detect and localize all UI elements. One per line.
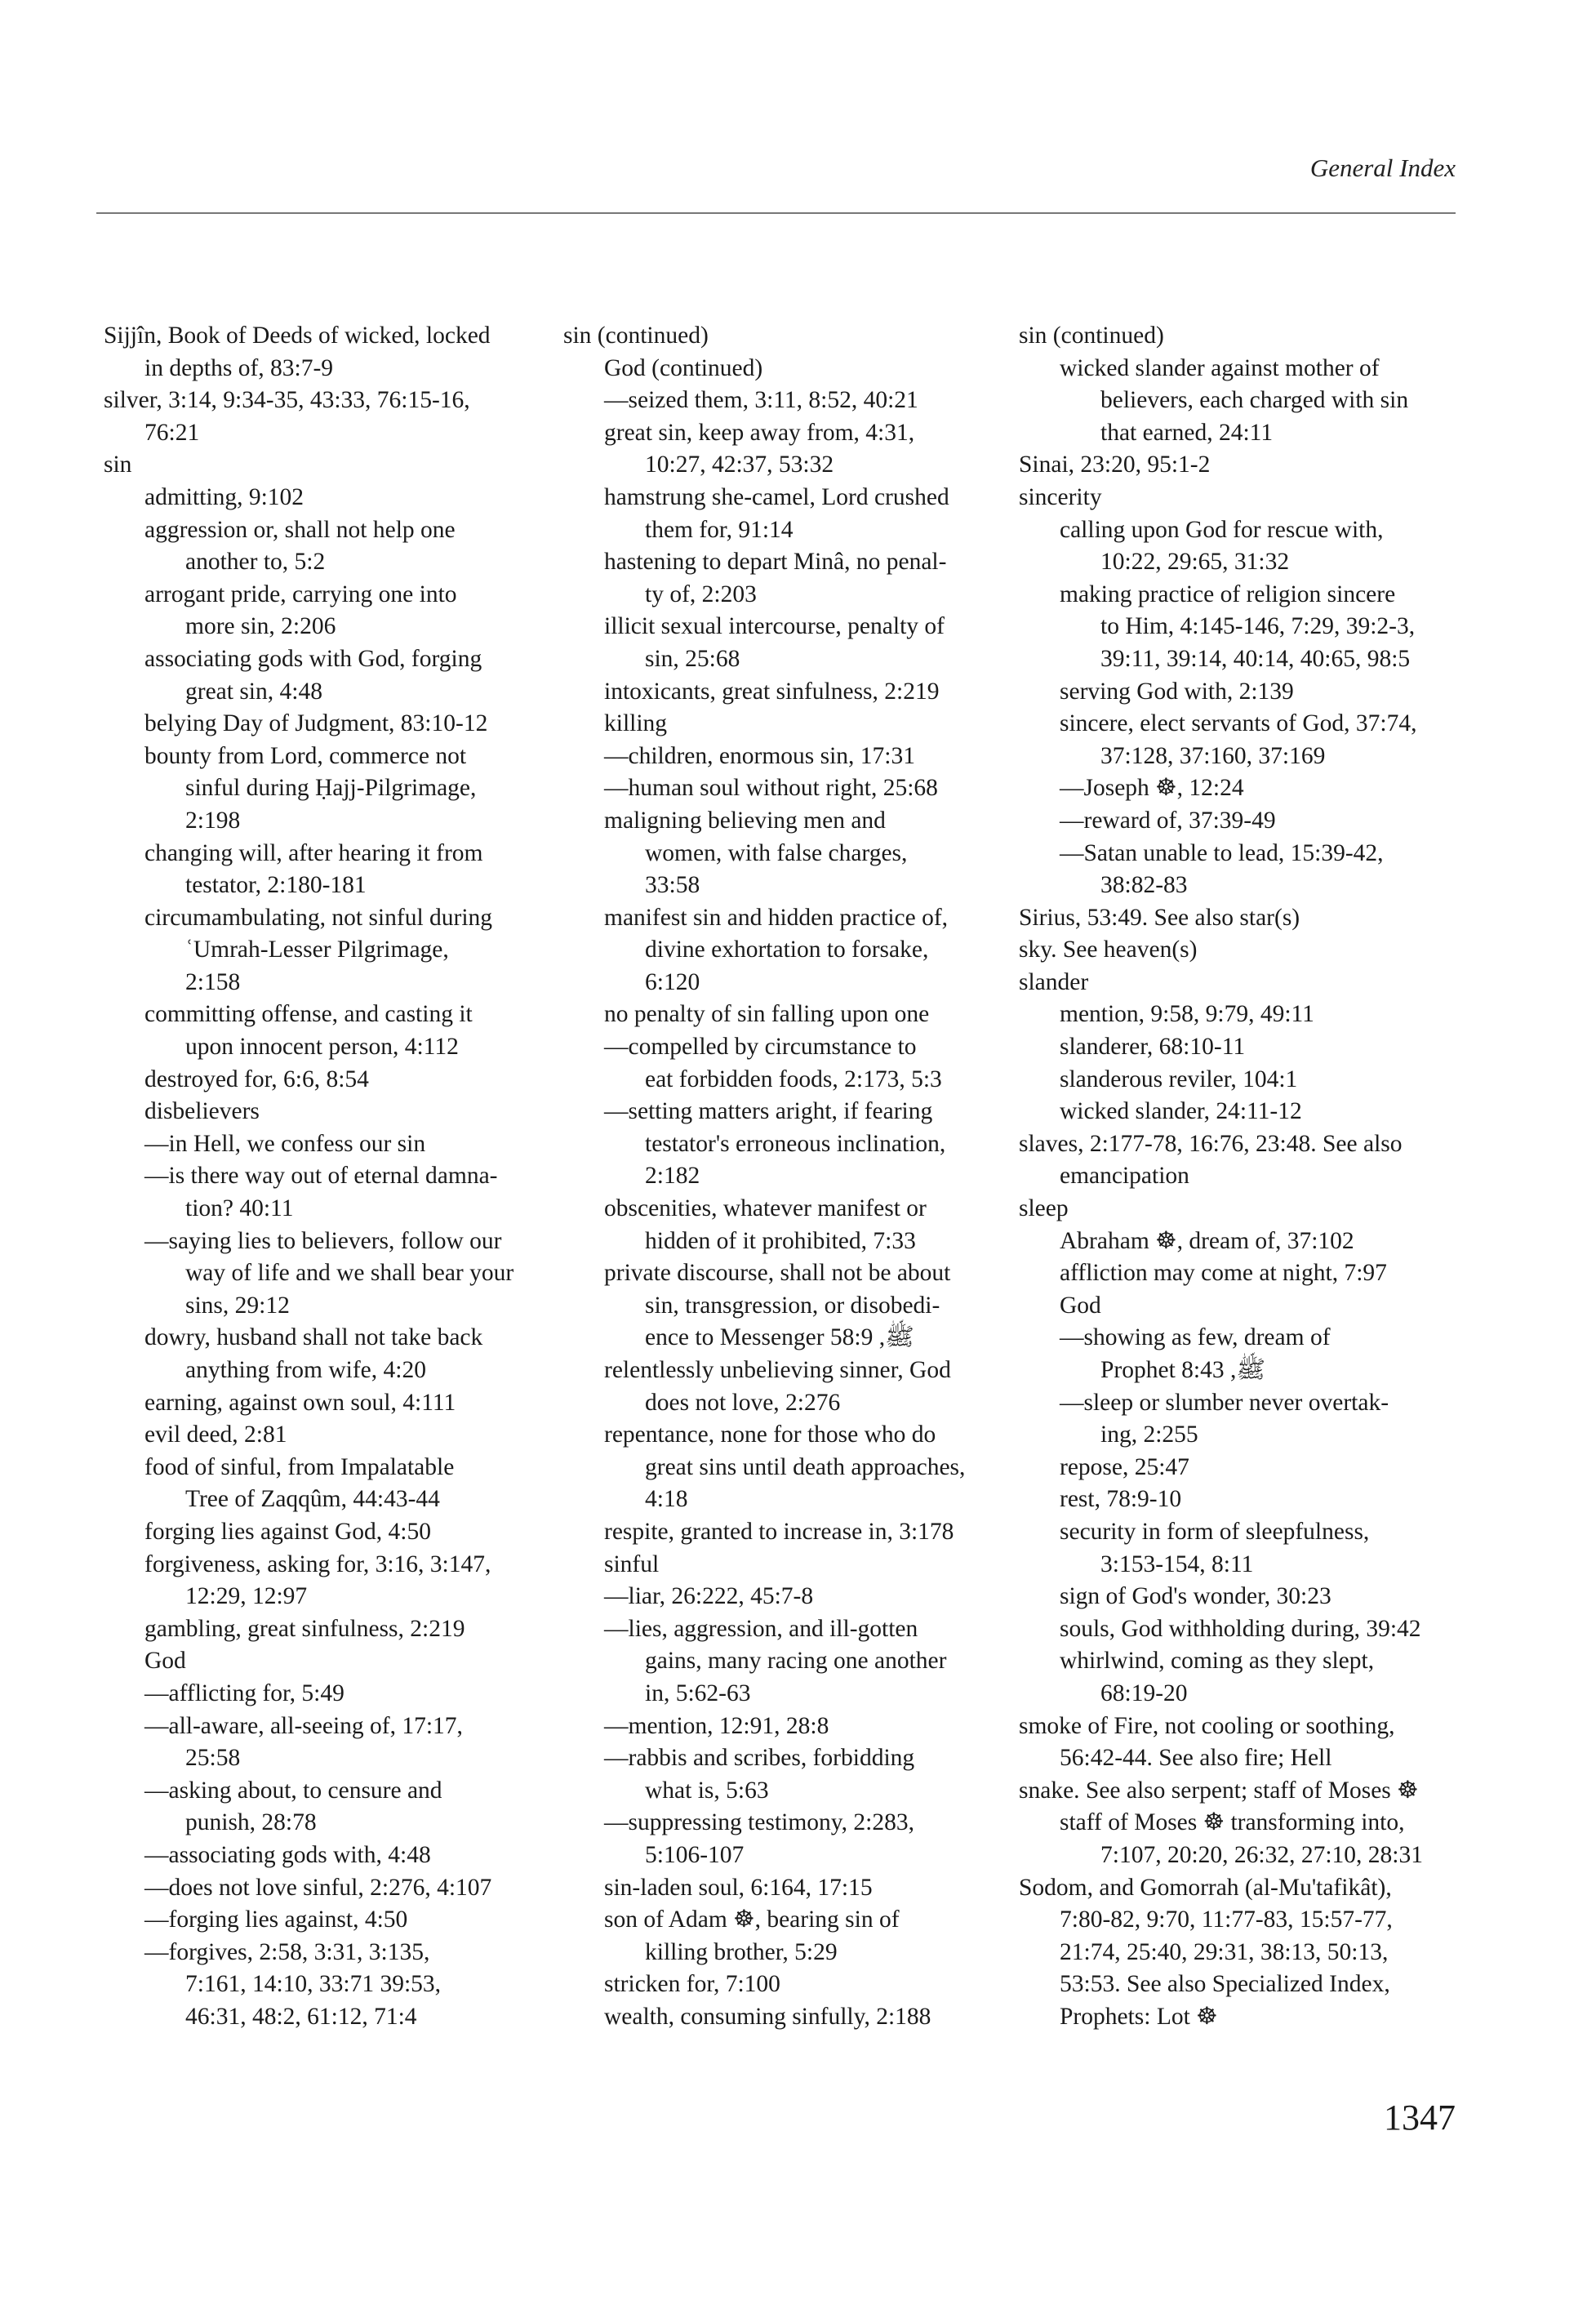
index-entry-line: staff of Moses ☸ transforming into, [1060, 1809, 1405, 1836]
index-entry-line: —all-aware, all-seeing of, 17:17, [144, 1712, 463, 1739]
index-entry-line: Sirius, 53:49. See also star(s) [1019, 904, 1300, 931]
index-entry-line: —reward of, 37:39-49 [1060, 807, 1276, 834]
index-entry-line: 3:153-154, 8:11 [1100, 1550, 1254, 1577]
index-entry-line: illicit sexual intercourse, penalty of [604, 613, 945, 640]
index-entry-line: belying Day of Judgment, 83:10-12 [144, 710, 488, 737]
index-entry-line: God [1060, 1292, 1101, 1319]
index-entry-line: committing offense, and casting it [144, 1001, 473, 1028]
index-entry-line: —asking about, to censure and [144, 1777, 442, 1804]
index-entry-line: slander [1019, 968, 1089, 995]
index-entry-line: eat forbidden foods, 2:173, 5:3 [645, 1066, 942, 1092]
index-entry-line: 5:106-107 [645, 1841, 745, 1868]
index-entry-line: sin, transgression, or disobedi- [645, 1292, 940, 1319]
index-entry-line: —sleep or slumber never overtak- [1060, 1389, 1389, 1416]
index-entry-line: —afflicting for, 5:49 [144, 1679, 345, 1706]
index-entry-line: 46:31, 48:2, 61:12, 71:4 [185, 2003, 417, 2030]
index-entry-line: sky. See heaven(s) [1019, 937, 1198, 963]
index-entry-line: sleep [1019, 1195, 1069, 1222]
index-entry-line: Abraham ☸, dream of, 37:102 [1060, 1227, 1354, 1254]
index-entry-line: what is, 5:63 [645, 1777, 769, 1804]
index-entry-line: 7:107, 20:20, 26:32, 27:10, 28:31 [1100, 1841, 1423, 1868]
index-entry-line: gambling, great sinfulness, 2:219 [144, 1615, 465, 1642]
index-entry-line: food of sinful, from Impalatable [144, 1453, 455, 1480]
index-entry-line: admitting, 9:102 [144, 483, 305, 510]
index-entry-line: Sinai, 23:20, 95:1-2 [1019, 452, 1211, 478]
index-entry-line: great sins until death approaches, [645, 1453, 966, 1480]
index-entry-line: slaves, 2:177-78, 16:76, 23:48. See also [1019, 1130, 1403, 1157]
index-entry-line: ence to Messenger ﷺ, 58:9 [645, 1324, 914, 1351]
index-column-2 [563, 320, 1004, 2033]
index-entry-line: upon innocent person, 4:112 [185, 1034, 459, 1061]
index-entry-line: —Satan unable to lead, 15:39-42, [1060, 839, 1384, 866]
index-entry-line: making practice of religion sincere [1060, 581, 1396, 607]
index-entry-line: God (continued) [604, 354, 763, 381]
index-entry-line: forgiveness, asking for, 3:16, 3:147, [144, 1550, 491, 1577]
index-entry-line: son of Adam ☸, bearing sin of [604, 1906, 900, 1933]
index-entry-line: gains, many racing one another [645, 1648, 947, 1675]
index-entry-line: ʿUmrah-Lesser Pilgrimage, [185, 937, 449, 963]
index-entry-line: —associating gods with, 4:48 [144, 1841, 431, 1868]
index-entry-line: wicked slander against mother of [1060, 354, 1380, 381]
index-entry-line: ing, 2:255 [1100, 1421, 1198, 1448]
index-entry-line: silver, 3:14, 9:34-35, 43:33, 76:15-16, [104, 387, 470, 414]
index-column-1 [104, 320, 545, 2033]
index-entry-line: no penalty of sin falling upon one [604, 1001, 930, 1028]
index-entry-line: intoxicants, great sinfulness, 2:219 [604, 678, 940, 705]
index-entry-line: —lies, aggression, and ill-gotten [604, 1615, 918, 1642]
index-entry-line: sin, 25:68 [645, 645, 740, 672]
index-entry-line: 68:19-20 [1100, 1679, 1188, 1706]
index-entry-line: Prophet ﷺ, 8:43 [1100, 1357, 1265, 1383]
index-entry-line: sincere, elect servants of God, 37:74, [1060, 710, 1417, 737]
index-entry-line: to Him, 4:145-146, 7:29, 39:2-3, [1100, 613, 1416, 640]
index-entry-line: sinful during Ḥajj-Pilgrimage, [185, 775, 477, 802]
index-entry-line: emancipation [1060, 1163, 1189, 1190]
index-entry-line: 4:18 [645, 1486, 688, 1513]
index-entry-line: in, 5:62-63 [645, 1679, 751, 1706]
index-entry-line: 53:53. See also Specialized Index, [1060, 1971, 1390, 1998]
index-entry-line: sincerity [1019, 483, 1102, 510]
index-column-3 [1019, 320, 1476, 2033]
page-number: 1347 [1384, 2098, 1456, 2138]
index-entry-line: great sin, keep away from, 4:31, [604, 419, 915, 446]
index-entry-line: slanderous reviler, 104:1 [1060, 1066, 1298, 1092]
index-entry-line: sin [104, 452, 132, 478]
index-entry-line: disbelievers [144, 1098, 260, 1125]
index-entry-line: them for, 91:14 [645, 516, 794, 543]
index-entry-line: —human soul without right, 25:68 [604, 775, 938, 802]
index-entry-line: security in form of sleepfulness, [1060, 1518, 1370, 1545]
index-entry-line: respite, granted to increase in, 3:178 [604, 1518, 954, 1545]
index-entry-line: 6:120 [645, 968, 700, 995]
index-entry-line: wicked slander, 24:11-12 [1060, 1098, 1302, 1125]
index-entry-line: forging lies against God, 4:50 [144, 1518, 431, 1545]
index-entry-line: 10:22, 29:65, 31:32 [1100, 549, 1290, 576]
index-entry-line: ty of, 2:203 [645, 581, 757, 607]
index-entry-line: serving God with, 2:139 [1060, 678, 1294, 705]
index-entry-line: snake. See also serpent; staff of Moses ☸ [1019, 1777, 1419, 1804]
index-entry-line: hastening to depart Minâ, no penal- [604, 549, 947, 576]
index-entry-line: mention, 9:58, 9:79, 49:11 [1060, 1001, 1314, 1028]
running-header: General Index [1309, 153, 1456, 182]
index-entry-line: another to, 5:2 [185, 549, 326, 576]
index-entry-line: associating gods with God, forging [144, 645, 482, 672]
index-entry-line: Tree of Zaqqûm, 44:43-44 [185, 1486, 440, 1513]
index-entry-line: God [144, 1648, 186, 1675]
index-entry-line: maligning believing men and [604, 807, 886, 834]
index-entry-line: women, with false charges, [645, 839, 908, 866]
index-entry-line: 76:21 [144, 419, 200, 446]
index-entry-line: —children, enormous sin, 17:31 [604, 742, 915, 769]
index-entry-line: 10:27, 42:37, 53:32 [645, 452, 834, 478]
index-entry-line: stricken for, 7:100 [604, 1971, 780, 1998]
index-entry-line: —saying lies to believers, follow our [144, 1227, 502, 1254]
index-entry-line: testator, 2:180-181 [185, 872, 367, 899]
index-entry-line: 37:128, 37:160, 37:169 [1100, 742, 1326, 769]
index-entry-line: smoke of Fire, not cooling or soothing, [1019, 1712, 1395, 1739]
index-entry-line: arrogant pride, carrying one into [144, 581, 457, 607]
index-entry-line: hidden of it prohibited, 7:33 [645, 1227, 916, 1254]
index-entry-line: 56:42-44. See also fire; Hell [1060, 1745, 1332, 1772]
index-entry-line: repentance, none for those who do [604, 1421, 936, 1448]
index-entry-line: way of life and we shall bear your [185, 1260, 514, 1287]
index-entry-line: 2:182 [645, 1163, 700, 1190]
index-entry-line: Sijjîn, Book of Deeds of wicked, locked [104, 323, 491, 349]
index-entry-line: sin (continued) [1019, 323, 1164, 349]
index-entry-line: relentlessly unbelieving sinner, God [604, 1357, 951, 1383]
index-entry-line: —setting matters aright, if fearing [604, 1098, 933, 1125]
index-entry-line: dowry, husband shall not take back [144, 1324, 483, 1351]
index-entry-line: —liar, 26:222, 45:7-8 [604, 1583, 814, 1610]
index-entry-line: circumambulating, not sinful during [144, 904, 493, 931]
index-entry-line: great sin, 4:48 [185, 678, 322, 705]
index-entry-line: manifest sin and hidden practice of, [604, 904, 949, 931]
index-entry-line: 33:58 [645, 872, 700, 899]
index-entry-line: divine exhortation to forsake, [645, 937, 929, 963]
index-entry-line: 39:11, 39:14, 40:14, 40:65, 98:5 [1100, 645, 1411, 672]
index-entry-line: Sodom, and Gomorrah (al-Mu'tafikât), [1019, 1874, 1392, 1901]
index-entry-line: whirlwind, coming as they slept, [1060, 1648, 1375, 1675]
index-entry-line: sign of God's wonder, 30:23 [1060, 1583, 1331, 1610]
index-entry-line: repose, 25:47 [1060, 1453, 1189, 1480]
index-entry-line: testator's erroneous inclination, [645, 1130, 946, 1157]
index-entry-line: 25:58 [185, 1745, 241, 1772]
index-entry-line: —is there way out of eternal damna- [144, 1163, 498, 1190]
index-entry-line: changing will, after hearing it from [144, 839, 483, 866]
index-entry-line: 21:74, 25:40, 29:31, 38:13, 50:13, [1060, 1938, 1389, 1965]
index-entry-line: destroyed for, 6:6, 8:54 [144, 1066, 369, 1092]
index-entry-line: sin-laden soul, 6:164, 17:15 [604, 1874, 873, 1901]
index-entry-line: believers, each charged with sin [1100, 387, 1409, 414]
index-entry-line: Prophets: Lot ☸ [1060, 2003, 1218, 2030]
index-entry-line: wealth, consuming sinfully, 2:188 [604, 2003, 931, 2030]
index-entry-line: —in Hell, we confess our sin [144, 1130, 426, 1157]
index-entry-line: in depths of, 83:7-9 [144, 354, 334, 381]
index-entry-line: evil deed, 2:81 [144, 1421, 287, 1448]
index-entry-line: souls, God withholding during, 39:42 [1060, 1615, 1421, 1642]
index-entry-line: affliction may come at night, 7:97 [1060, 1260, 1387, 1287]
index-entry-line: —forging lies against, 4:50 [144, 1906, 408, 1933]
index-entry-line: obscenities, whatever manifest or [604, 1195, 927, 1222]
index-entry-line: rest, 78:9-10 [1060, 1486, 1182, 1513]
index-entry-line: anything from wife, 4:20 [185, 1357, 426, 1383]
index-entry-line: —forgives, 2:58, 3:31, 3:135, [144, 1938, 430, 1965]
index-entry-line: earning, against own soul, 4:111 [144, 1389, 456, 1416]
index-entry-line: slanderer, 68:10-11 [1060, 1034, 1246, 1061]
index-entry-line: —suppressing testimony, 2:283, [604, 1809, 914, 1836]
index-entry-line: tion? 40:11 [185, 1195, 294, 1222]
index-entry-line: killing brother, 5:29 [645, 1938, 838, 1965]
index-entry-line: that earned, 24:11 [1100, 419, 1274, 446]
index-entry-line: —rabbis and scribes, forbidding [604, 1745, 915, 1772]
index-entry-line: private discourse, shall not be about [604, 1260, 951, 1287]
index-entry-line: 2:158 [185, 968, 241, 995]
index-entry-line: —Joseph ☸, 12:24 [1060, 775, 1244, 802]
index-entry-line: killing [604, 710, 668, 737]
index-entry-line: 7:80-82, 9:70, 11:77-83, 15:57-77, [1060, 1906, 1393, 1933]
index-entry-line: —showing as few, dream of [1060, 1324, 1331, 1351]
index-entry-line: bounty from Lord, commerce not [144, 742, 467, 769]
index-entry-line: 12:29, 12:97 [185, 1583, 308, 1610]
index-entry-line: aggression or, shall not help one [144, 516, 456, 543]
index-entry-line: calling upon God for rescue with, [1060, 516, 1384, 543]
index-entry-line: more sin, 2:206 [185, 613, 336, 640]
index-entry-line: —mention, 12:91, 28:8 [604, 1712, 829, 1739]
index-entry-line: sin (continued) [563, 323, 709, 349]
index-entry-line: 2:198 [185, 807, 241, 834]
index-entry-line: sins, 29:12 [185, 1292, 290, 1319]
index-entry-line: 38:82-83 [1100, 872, 1188, 899]
index-entry-line: —does not love sinful, 2:276, 4:107 [144, 1874, 492, 1901]
header-rule [96, 212, 1456, 214]
index-entry-line: hamstrung she-camel, Lord crushed [604, 483, 949, 510]
index-entry-line: punish, 28:78 [185, 1809, 317, 1836]
index-entry-line: sinful [604, 1550, 660, 1577]
index-entry-line: does not love, 2:276 [645, 1389, 841, 1416]
index-entry-line: —compelled by circumstance to [604, 1034, 917, 1061]
index-entry-line: —seized them, 3:11, 8:52, 40:21 [604, 387, 918, 414]
index-entry-line: 7:161, 14:10, 33:71 39:53, [185, 1971, 442, 1998]
